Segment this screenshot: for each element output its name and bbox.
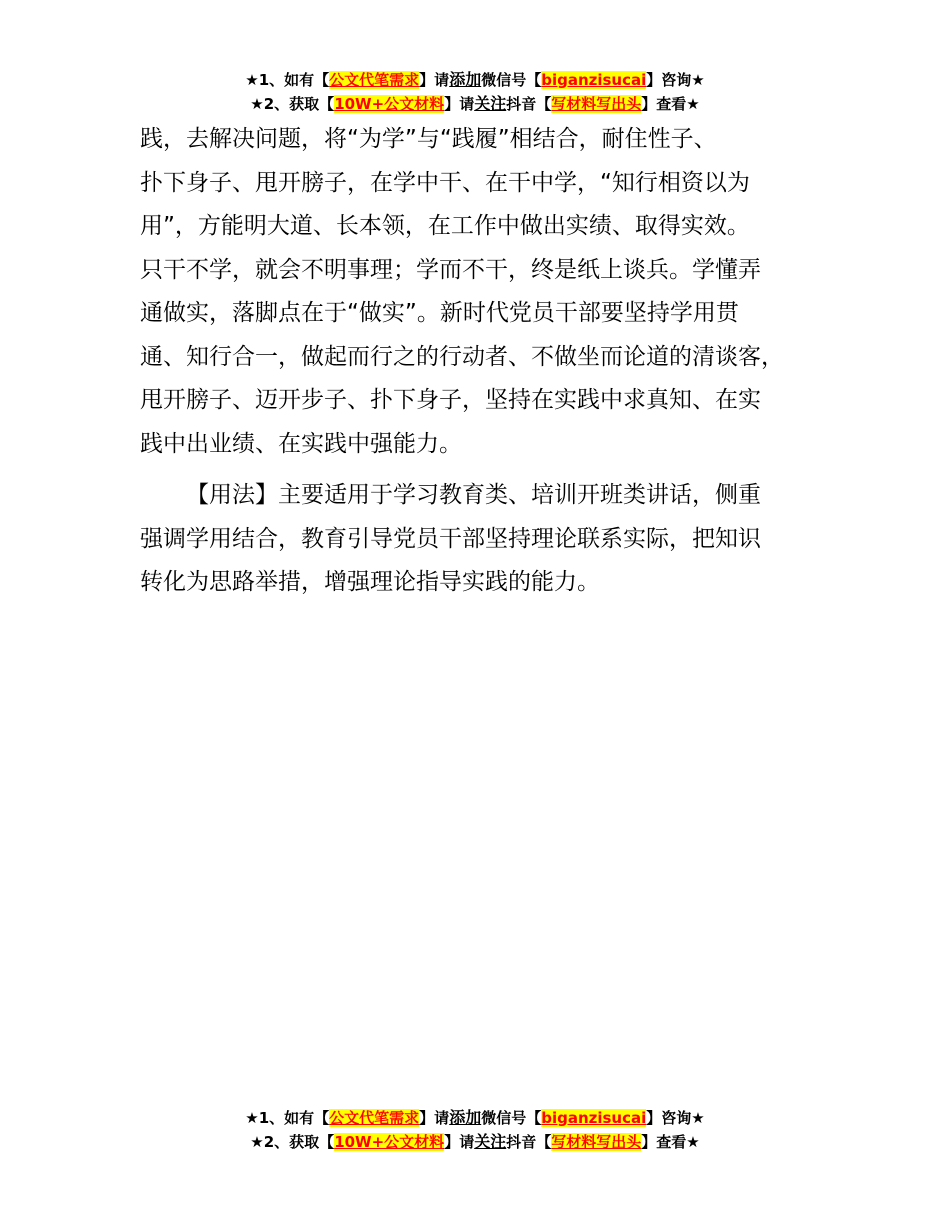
paragraph-1-line: 用”，方能明大道、长本领，在工作中做出实绩、取得实效。: [140, 213, 750, 239]
paragraph-1-line: 扑下身子、甩开膀子，在学中干、在干中学，“知行相资以为: [140, 169, 750, 196]
paragraph-1: [140, 118, 840, 466]
header-line-2: [0, 92, 950, 116]
footer-line-2-text: 】请: [444, 1133, 475, 1151]
header-line-2-text: 】请: [444, 95, 475, 113]
add-underlined: 添加: [449, 70, 482, 89]
add-underlined: 添加: [449, 1108, 482, 1127]
header-line-1-prefix: ★1、如有【: [245, 71, 330, 89]
document-body: [140, 118, 840, 605]
materials-highlight: 10W+公文材料: [334, 1133, 445, 1151]
footer-line-2: [0, 1130, 950, 1154]
ghostwriting-highlight: 公文代笔需求: [329, 71, 420, 89]
footer-line-1-text: 】请: [419, 1109, 450, 1127]
ghostwriting-highlight: 公文代笔需求: [329, 1109, 420, 1127]
footer-line-2-text-2: 抖音【: [506, 1133, 552, 1151]
footer-line-1-suffix: 】咨询★: [646, 1109, 705, 1127]
header-banner: [0, 68, 950, 116]
header-line-2-text-2: 抖音【: [506, 95, 552, 113]
header-line-2-prefix: ★2、获取【: [250, 95, 335, 113]
follow-underlined: 关注: [474, 1132, 507, 1151]
paragraph-1-line: 践中出业绩、在实践中强能力。: [140, 430, 462, 457]
paragraph-2-line: 强调学用结合，教育引导党员干部坚持理论联系实际，把知识: [140, 525, 761, 552]
header-line-1-text-2: 微信号【: [481, 71, 542, 89]
wechat-id-highlight: biganzisucai: [541, 1109, 647, 1127]
douyin-account-highlight: 写材料写出头: [551, 95, 642, 113]
footer-line-2-prefix: ★2、获取【: [250, 1133, 335, 1151]
paragraph-1-line: 通做实，落脚点在于“做实”。新时代党员干部要坚持学用贯: [140, 300, 739, 326]
wechat-id-highlight: biganzisucai: [541, 71, 647, 89]
follow-underlined: 关注: [474, 94, 507, 113]
header-line-2-suffix: 】查看★: [641, 95, 700, 113]
footer-banner: [0, 1106, 950, 1154]
footer-line-1-prefix: ★1、如有【: [245, 1109, 330, 1127]
douyin-account-highlight: 写材料写出头: [551, 1133, 642, 1151]
footer-line-1: [0, 1106, 950, 1130]
paragraph-1-line: 甩开膀子、迈开步子、扑下身子，坚持在实践中求真知、在实: [140, 387, 761, 413]
footer-line-1-text-2: 微信号【: [481, 1109, 542, 1127]
paragraph-2-line: 转化为思路举措，增强理论指导实践的能力。: [140, 569, 600, 595]
header-line-1-suffix: 】咨询★: [646, 71, 705, 89]
header-line-1: [0, 68, 950, 92]
paragraph-1-line: 只干不学，就会不明事理；学而不干，终是纸上谈兵。学懂弄: [140, 256, 761, 283]
paragraph-2-line: 【用法】主要适用于学习教育类、培训开班类讲话，侧重: [186, 482, 761, 508]
materials-highlight: 10W+公文材料: [334, 95, 445, 113]
paragraph-2: [140, 474, 840, 605]
paragraph-1-line: 通、知行合一，做起而行之的行动者、不做坐而论道的清谈客，: [140, 343, 784, 370]
paragraph-1-line: 践，去解决问题，将“为学”与“践履”相结合，耐住性子、: [140, 126, 717, 152]
header-line-1-text: 】请: [419, 71, 450, 89]
footer-line-2-suffix: 】查看★: [641, 1133, 700, 1151]
